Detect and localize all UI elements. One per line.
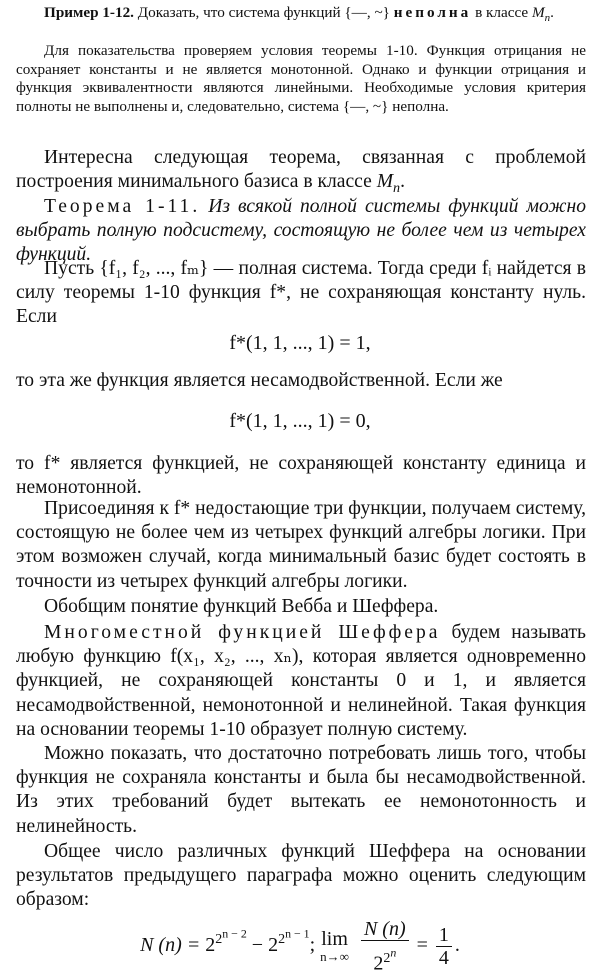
fraction-one-quarter: $\frac{1}{4}$ — [436, 924, 452, 969]
limit-operator: lim n→∞ — [320, 928, 349, 965]
example-proof: Для показательства проверяем условия теоремы 1-10. Функция отрицания не сохраняет константы и не является монотонной. Однако и функции отрицания и функция эквивалентности являются линейными. Необходимые условия критерия полноты не выполнены и, следовательно, система {—, ~} неполна. — [16, 42, 586, 115]
example-label: Пример 1-12. — [44, 4, 134, 21]
theorem-text: Из всякой полной системы функций можно выбрать полную подсистему, состоящую не более чем из четырех функций. — [16, 196, 587, 266]
formula-f-star-one: f*(1, 1, ..., 1) = 1, — [229, 332, 371, 354]
sheffer-term: Многоместной функцией Шеффера — [44, 622, 441, 643]
paragraph-join: Присоединяя к f* недостающие три функции, получаем систему, состоящую не более чем из четырех функций алгебры логики. При этом возможен случай, когда минимальный базис будет состоять в точности из четырех функций алгебры логики. — [16, 498, 586, 592]
theorem-label: Теорема 1-11. — [44, 196, 201, 217]
formula-f-star-zero: f*(1, 1, ..., 1) = 0, — [229, 410, 371, 432]
paragraph-show: Можно показать, что достаточно потребовать лишь того, чтобы функция не сохраняла константы и была бы несамодвойственной. Из этих требований будет вытекать ее немонотонность и нелинейность. — [16, 743, 586, 837]
fraction-n-over-2: $\frac{N (n)}{2^{2^n}}$ — [361, 918, 409, 974]
intro-paragraph: Интересна следующая теорема, связанная с проблемой построения минимального базиса в классе $M_n$. — [16, 147, 586, 197]
formula-sheffer-count: N $(n) = 2^{2^{n - 2}} - 2^{2^{n - 1}}$; lim n→∞ $\frac{N (n)}{2^{2^n}}$ = $\frac{1}{4}$ . — [140, 918, 460, 974]
paragraph-count: Общее число различных функций Шеффера на основании результатов предыдущего параграфа можно оценить следующим образом: — [16, 841, 586, 911]
paragraph-then-1: то эта же функция является несамодвойственной. Если же — [16, 370, 503, 391]
paragraph-generalize: Обобщим понятие функций Вебба и Шеффера. — [44, 596, 439, 617]
bold-word: неполна — [393, 4, 472, 21]
paragraph-sheffer-definition: Многоместной функцией Шеффера будем называть любую функцию f(x₁, x₂, ..., xₙ), которая является одновременно функцией, не сохраняющей константы 0 и 1, и является несамодвойственной, немонотонной и нелинейной. Такая функция на основании теоремы 1-10 образует полную систему. — [16, 622, 586, 740]
paragraph-let: Пусть {f₁, f₂, ..., fₘ} — полная система. Тогда среди fᵢ найдется в силу теоремы 1-10 функция f*, не сохраняющая константу нуль. Если — [16, 258, 586, 328]
example-statement: Пример 1-12. Доказать, что система функций {—, ~} неполна в классе $M_n$. — [44, 4, 554, 25]
paragraph-then-2: то f* является функцией, не сохраняющей константу единица и немонотонной. — [16, 453, 586, 499]
